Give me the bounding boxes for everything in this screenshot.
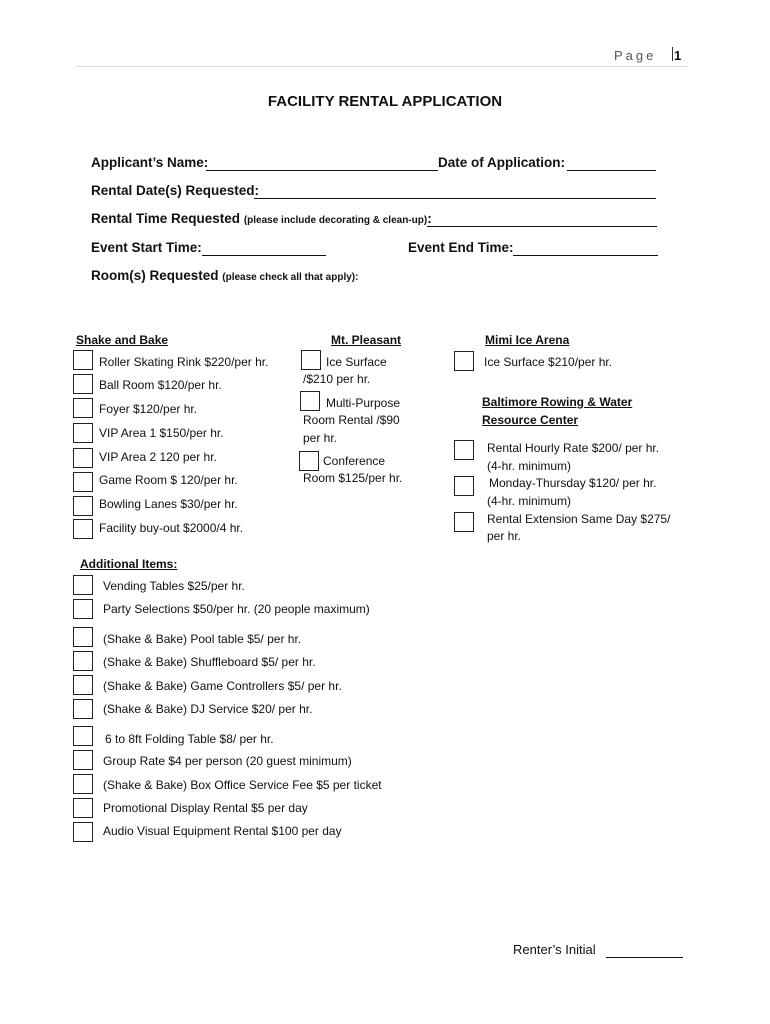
checkbox-mt-ice-surface[interactable] — [301, 350, 321, 370]
checkbox-multi-purpose-room[interactable] — [300, 391, 320, 411]
checkbox-vip-area-2[interactable] — [73, 448, 93, 468]
checkbox-folding-table[interactable] — [73, 726, 93, 746]
list-item: (Shake & Bake) DJ Service $20/ per hr. — [103, 702, 313, 716]
list-item: Promotional Display Rental $5 per day — [103, 801, 308, 815]
list-item: Bowling Lanes $30/per hr. — [99, 497, 238, 511]
list-item: Facility buy-out $2000/4 hr. — [99, 521, 244, 535]
list-item: (Shake & Bake) Shuffleboard $5/ per hr. — [103, 655, 316, 669]
checkbox-group-rate[interactable] — [73, 750, 93, 770]
checkbox-ball-room[interactable] — [73, 374, 93, 394]
rental-dates-field[interactable] — [254, 198, 656, 199]
mt-pleasant-heading: Mt. Pleasant — [331, 333, 402, 347]
shake-and-bake-heading: Shake and Bake — [76, 333, 169, 347]
checkbox-facility-buyout[interactable] — [73, 519, 93, 539]
list-item: Multi-Purpose — [326, 396, 401, 410]
checkbox-party-selections[interactable] — [73, 599, 93, 619]
list-item: Room $125/per hr. — [303, 471, 403, 485]
date-of-application-label: Date of Application: — [438, 155, 565, 170]
date-of-application-field[interactable] — [567, 170, 656, 171]
rental-time-label: Rental Time Requested (please include decorating & clean-up): — [91, 211, 432, 226]
list-item: Group Rate $4 per person (20 guest minimum) — [103, 754, 352, 768]
list-item: Monday-Thursday $120/ per hr. — [489, 476, 657, 490]
checkbox-bowling-lanes[interactable] — [73, 496, 93, 516]
list-item: Room Rental /$90 — [303, 413, 400, 427]
renter-initial-label: Renter’s Initial — [513, 942, 596, 957]
checkbox-monday-thursday[interactable] — [454, 476, 474, 496]
list-item: Conference — [323, 454, 386, 468]
checkbox-box-office-fee[interactable] — [73, 774, 93, 794]
checkbox-foyer[interactable] — [73, 398, 93, 418]
list-item: Ice Surface $210/per hr. — [484, 355, 613, 369]
list-item: (4-hr. minimum) — [487, 459, 572, 473]
list-item: Rental Extension Same Day $275/ — [487, 512, 671, 526]
page-number: 1 — [674, 48, 682, 63]
baltimore-rowing-heading: Baltimore Rowing & Water — [482, 395, 633, 409]
list-item: per hr. — [487, 529, 522, 543]
start-time-field[interactable] — [202, 255, 326, 256]
end-time-label: Event End Time: — [408, 240, 514, 255]
checkbox-dj-service[interactable] — [73, 699, 93, 719]
list-item: Foyer $120/per hr. — [99, 402, 198, 416]
rooms-requested-label: Room(s) Requested (please check all that apply): — [91, 268, 359, 283]
checkbox-roller-skating[interactable] — [73, 350, 93, 370]
applicant-name-field[interactable] — [206, 170, 438, 171]
list-item: (Shake & Bake) Pool table $5/ per hr. — [103, 632, 302, 646]
checkbox-pool-table[interactable] — [73, 627, 93, 647]
checkbox-rental-extension[interactable] — [454, 512, 474, 532]
list-item: Rental Hourly Rate $200/ per hr. — [487, 441, 660, 455]
page-divider — [672, 47, 673, 61]
baltimore-rowing-heading-2: Resource Center — [482, 413, 579, 427]
list-item: per hr. — [303, 431, 338, 445]
checkbox-promotional-display[interactable] — [73, 798, 93, 818]
additional-items-heading: Additional Items: — [80, 557, 178, 571]
checkbox-game-room[interactable] — [73, 472, 93, 492]
applicant-name-label: Applicant’s Name: — [91, 155, 209, 170]
renter-initial-field[interactable] — [606, 957, 683, 958]
checkbox-conference-room[interactable] — [299, 451, 319, 471]
list-item: Ice Surface — [326, 355, 387, 369]
list-item: 6 to 8ft Folding Table $8/ per hr. — [105, 732, 274, 746]
list-item: (Shake & Bake) Game Controllers $5/ per hr. — [103, 679, 342, 693]
page-label: Page — [614, 48, 657, 63]
list-item: VIP Area 2 120 per hr. — [99, 450, 217, 464]
mimi-ice-arena-heading: Mimi Ice Arena — [485, 333, 570, 347]
rental-dates-label: Rental Date(s) Requested: — [91, 183, 260, 198]
list-item: (4-hr. minimum) — [487, 494, 572, 508]
checkbox-mimi-ice-surface[interactable] — [454, 351, 474, 371]
list-item: VIP Area 1 $150/per hr. — [99, 426, 224, 440]
list-item: Game Room $ 120/per hr. — [99, 473, 238, 487]
page-title: FACILITY RENTAL APPLICATION — [267, 93, 503, 110]
list-item: Party Selections $50/per hr. (20 people maximum) — [103, 602, 370, 616]
start-time-label: Event Start Time: — [91, 240, 202, 255]
rooms-note: (please check all that apply): — [222, 272, 359, 283]
end-time-field[interactable] — [513, 255, 658, 256]
checkbox-vip-area-1[interactable] — [73, 423, 93, 443]
list-item: /$210 per hr. — [303, 372, 371, 386]
checkbox-rental-hourly-rate[interactable] — [454, 440, 474, 460]
checkbox-game-controllers[interactable] — [73, 675, 93, 695]
checkbox-audio-visual[interactable] — [73, 822, 93, 842]
header-rule — [76, 66, 688, 67]
list-item: Vending Tables $25/per hr. — [103, 579, 245, 593]
rental-time-note: (please include decorating & clean-up) — [243, 215, 428, 226]
checkbox-shuffleboard[interactable] — [73, 651, 93, 671]
list-item: (Shake & Bake) Box Office Service Fee $5 per ticket — [103, 778, 382, 792]
checkbox-vending-tables[interactable] — [73, 575, 93, 595]
list-item: Ball Room $120/per hr. — [99, 378, 222, 392]
list-item: Audio Visual Equipment Rental $100 per day — [103, 824, 342, 838]
list-item: Roller Skating Rink $220/per hr. — [99, 355, 269, 369]
rental-time-field[interactable] — [427, 226, 657, 227]
